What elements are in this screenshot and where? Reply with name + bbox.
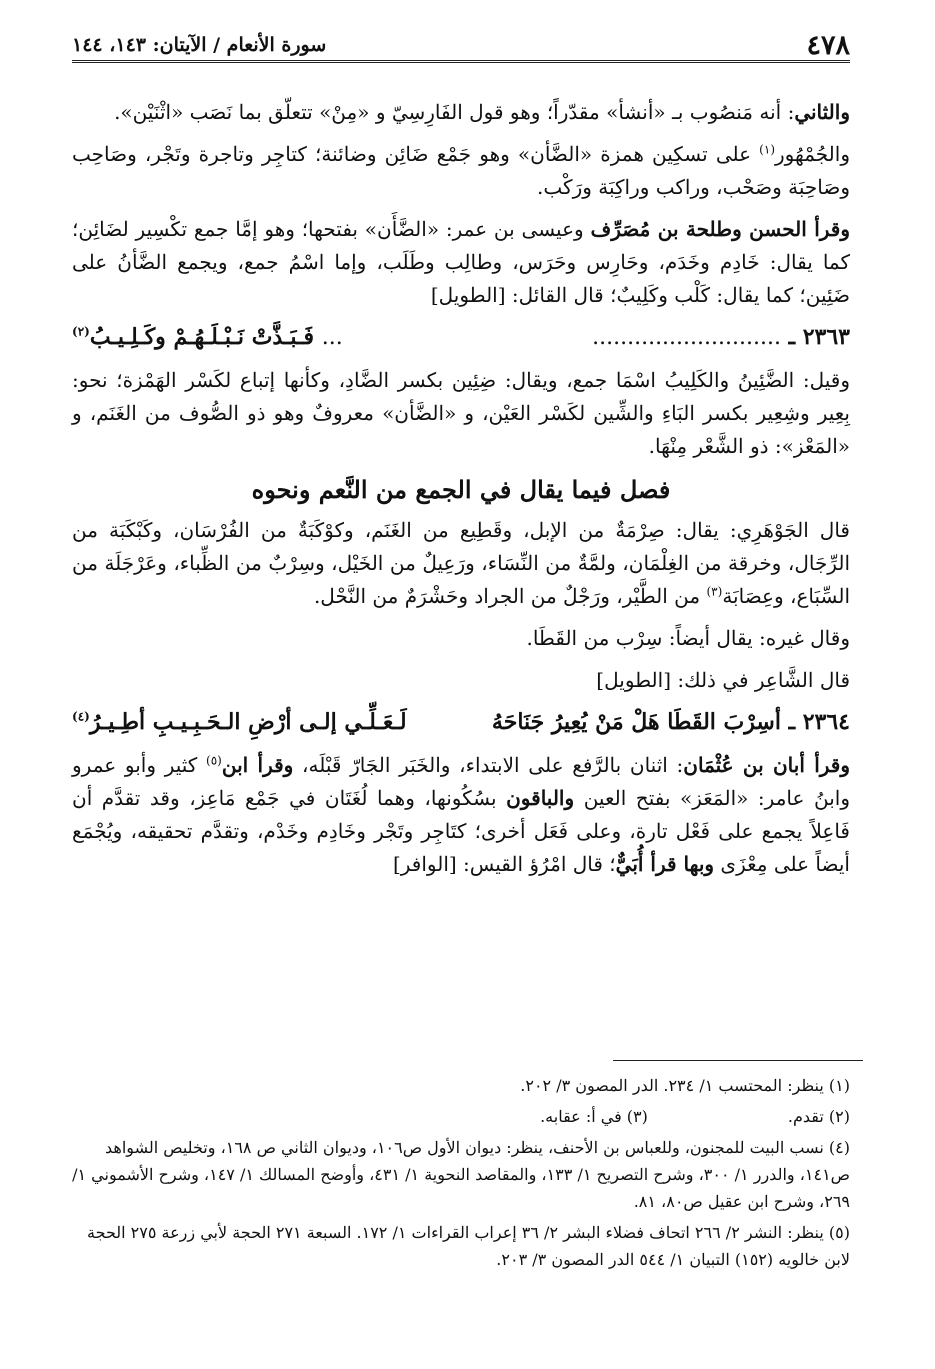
- paragraph-text: كثير وأبو عمرو وابنُ عامر: «المَعَز» بفتح العين: [72, 753, 850, 810]
- verse-text: أسِرْبَ القَطَا هَلْ مَنْ يُعِيرُ جَنَاحَهُ: [491, 709, 781, 735]
- paragraph-text: وقيل: الضَّئِينُ والكَلِيبُ اسْمَا جمع، ويقال: ضِئِين بكسر الضَّادِ، وكأنها إتباع لكَسْر الهَمْزة؛ نحو: بِعِير وشِعِير بكسر البَاءِ والشِّين لكَسْر العَيْن، و «الضَّأن» معروفٌ وهو ذو الصُّوف من الغَنَم، و «المَعْز»: ذو الشَّعْر مِنْهَا.: [72, 368, 850, 458]
- paragraph-majority: [72, 138, 850, 204]
- footnote-4: (٤) نسب البيت للمجنون، وللعباس بن الأحنف، ينظر: ديوان الأول ص١٠٦، وديوان الثاني ص ١٦٨، وتخليص الشواهد ص١٤١، والدرر ١/ ٣٠٠، وشرح التصريح ١/ ١٣٣، والمقاصد النحوية ١/ ٤٣١، وأوضح المسالك ١/ ١٤٧، وشرح الأشموني ١/ ٢٦٩، وشرح ابن عقيل ص٨٠، ٨١.: [72, 1138, 850, 1211]
- footnote-ref[interactable]: (٣): [706, 584, 723, 599]
- paragraph-text: ؛ قال امْرُؤ القيس: [الوافر]: [392, 852, 616, 876]
- paragraph-bold: وقرأ ابن: [221, 753, 294, 777]
- paragraph-lead: والثاني: [794, 100, 850, 124]
- paragraph-text: وعيسى بن عمر: «الضَّأَن» بفتحها؛ وهو إمَّا جمع تكْسِير لضَائِن؛ كما يقال: خَادِم وخَدَم، وحَارِس وحَرَس، وطالِب وطَلَب، وإما اسْمُ جمع، ويجمع الضَّأنُ على ضَئِين؛ كما يقال: كَلْب وكَلِيبٌ؛ قال القائل: [الطويل]: [72, 217, 850, 307]
- verse-number: ٢٣٦٣ ـ: [788, 324, 850, 350]
- verse-text: لَـعَـلِّـي إلـى أرْضِ الـحَـبِـيـبِ أطِـيـرُ: [89, 709, 407, 735]
- verse-second-half: [72, 321, 343, 354]
- footnote-5: (٥) ينظر: النشر ٢/ ٢٦٦ اتحاف فضلاء البشر ٢/ ٣٦ إعراب القراءات ١/ ١٧٢. السبعة ٢٧١ الحجة لأبي زرعة ٢٧٥ الحجة لابن خالويه (١٥٢) التبيان ١/ ٥٤٤ الدر المصون ٣/ ٢٠٣.: [87, 1223, 850, 1269]
- paragraph-other-saying: [72, 622, 850, 655]
- paragraph-text: قال الجَوْهَرِي: يقال: صِرْمَةٌ من الإبل، وقَطِيع من الغَنَم، وكوْكَبَةٌ من الفُرْسَان، وكَبْكَبَة من الرِّجَال، وخرقة من الغِلْمَان، ولمَّةٌ من النِّسَاء، ورَعِيلٌ من الخَيْل، وسِرْبٌ من الظِّباء، وعَرْجَلَة من السِّبَاع، وعِصَابَة: [72, 518, 850, 608]
- footnote-ref[interactable]: (٥): [206, 753, 222, 768]
- paragraph-text: بسُكُونها، وهما لُغَتَان في جَمْع مَاعِز، وقد تقدَّم أن فَاعِلاً يجمع على فَعْل تارة، وعلى فَعَل أخرى؛ كتَاجِر وتَجْر وخَادِم وخَدْم، وتقدَّم تحقيقه، ويُجْمَع أيضاً على مِعْزَى: [72, 786, 850, 876]
- paragraph-bold: وبها قرأ أُبَيٌّ: [615, 852, 715, 876]
- sura-title: سورة الأنعام / الآيتان: ١٤٣، ١٤٤: [72, 34, 327, 56]
- footnote-3: (٣) في أ: عقابه.: [540, 1107, 648, 1126]
- paragraph-second-opinion: [72, 96, 850, 129]
- page-header: [72, 30, 850, 63]
- footnote-ref[interactable]: (٢): [72, 324, 90, 339]
- verse-first-half: [592, 321, 850, 354]
- verse-first-half: [492, 706, 850, 739]
- verse-number: ٢٣٦٤ ـ: [788, 709, 850, 735]
- footnote-2: (٢) تقدم.: [787, 1107, 850, 1126]
- paragraph-poet-intro: [72, 664, 850, 697]
- paragraph-lead: وقرأ الحسن وطلحة بن مُصَرِّف: [590, 217, 851, 241]
- verse-second-half: [72, 706, 407, 739]
- paragraph-text: وقال غيره: يقال أيضاً: سِرْب من القَطَا.: [526, 626, 850, 650]
- paragraph-plural-names: [72, 364, 850, 463]
- footnote-ref[interactable]: (٤): [72, 709, 90, 724]
- footnote-ref[interactable]: (١): [759, 142, 775, 157]
- paragraph-lead: وقرأ أبان بن عُثْمَان: [683, 753, 851, 777]
- section-heading: فصل فيما يقال في الجمع من النَّعم ونحوه: [251, 475, 671, 504]
- verse-text: فَـبَـذَّتْ نَـبْـلَـهُـمْ وكَـلِـيـبُ: [89, 324, 315, 350]
- verse-2363: [72, 321, 850, 354]
- paragraph-jawhari: [72, 514, 850, 613]
- footnote-1: (١) ينظر: المحتسب ١/ ٢٣٤. الدر المصون ٣/ ٢٠٢.: [520, 1076, 850, 1095]
- paragraph-hasan-reading: [72, 213, 850, 312]
- footnote-divider: [613, 1060, 863, 1061]
- main-text: [72, 96, 850, 890]
- paragraph-text: قال الشَّاعِر في ذلك: [الطويل]: [596, 668, 850, 692]
- paragraph-text: والجُمْهُور: [775, 142, 850, 166]
- paragraph-text: : أنه مَنصُوب بـ «أنشأ» مقدّراً؛ وهو قول الفَارِسِيّ و «مِنْ» تتعلّق بما نَصَب «اثْنَيْن».: [114, 100, 795, 124]
- footnotes: [72, 1072, 850, 1277]
- footnote-row: [72, 1103, 850, 1130]
- paragraph-text: : اثنان بالرَّفع على الابتداء، والخَبَر الجَارّ قَبْلَه،: [293, 753, 684, 777]
- paragraph-bold: والباقون: [506, 786, 575, 810]
- paragraph-text: على تسكِين همزة «الضَّأن» وهو جَمْع ضَائِن وضائنة؛ كتاجِر وتاجرة وتَجْر، وصَاحِب وصَاحِبَة وصَحْب، وراكب وراكِبَة ورَكْب.: [72, 142, 850, 199]
- paragraph-text: من الطَّيْر، ورَجْلٌ من الجراد وحَشْرَمٌ من النَّحْل.: [313, 584, 707, 608]
- paragraph-aban-reading: [72, 749, 850, 881]
- verse-2364: [72, 706, 850, 739]
- verse-ellipsis: ...: [321, 325, 343, 350]
- page-number: ٤٧٨: [806, 29, 850, 61]
- verse-dots: ...........................: [592, 325, 781, 350]
